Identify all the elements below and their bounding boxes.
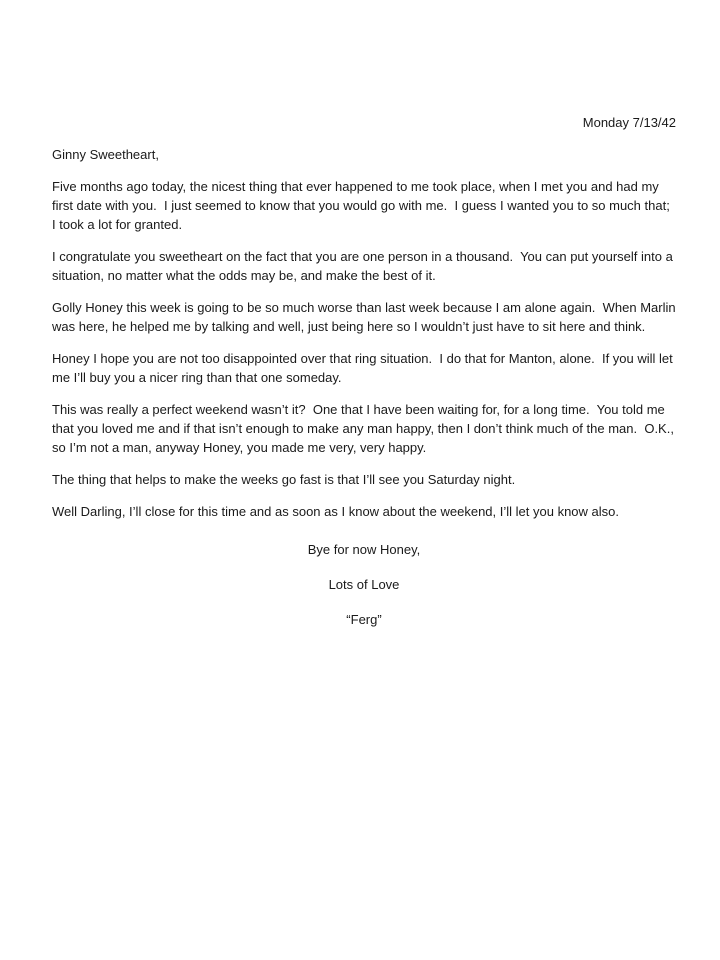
letter-paragraph-7: Well Darling, I’ll close for this time and as soon as I know about the weekend, I’ll let you know also. bbox=[52, 504, 619, 519]
letter-paragraph-3: Golly Honey this week is going to be so much worse than last week because I am alone again. When Marlin was here, he helped me by talking and well, just being here so I wouldn’t just have to sit here and think. bbox=[52, 300, 680, 334]
letter-paragraph-5: This was really a perfect weekend wasn’t it? One that I have been waiting for, for a long time. You told me that you loved me and if that isn’t enough to make any man happy, then I don’t think much of the man. O.K., so I’m not a man, anyway Honey, you made me very, very happy. bbox=[52, 402, 678, 455]
letter-paragraph-6: The thing that helps to make the weeks go fast is that I’ll see you Saturday night. bbox=[52, 472, 516, 487]
letter-paragraph-4: Honey I hope you are not too disappointed over that ring situation. I do that for Manton, alone. If you will let me I’ll buy you a nicer ring than that one someday. bbox=[52, 351, 677, 385]
closing-line-2: Lots of Love bbox=[328, 577, 400, 592]
closing-line-1: Bye for now Honey, bbox=[307, 542, 421, 557]
date-line: Monday 7/13/42 bbox=[582, 115, 676, 130]
letter-paragraph-1: Five months ago today, the nicest thing that ever happened to me took place, when I met you and had my first date with you. I just seemed to know that you would go with me. I guess I wanted you to so much that; I took a lot for granted. bbox=[52, 179, 674, 232]
salutation: Ginny Sweetheart, bbox=[52, 147, 159, 162]
letter-paragraph-2: I congratulate you sweetheart on the fact that you are one person in a thousand. You can put yourself into a situation, no matter what the odds may be, and make the best of it. bbox=[52, 249, 677, 283]
signature: “Ferg” bbox=[346, 612, 382, 627]
